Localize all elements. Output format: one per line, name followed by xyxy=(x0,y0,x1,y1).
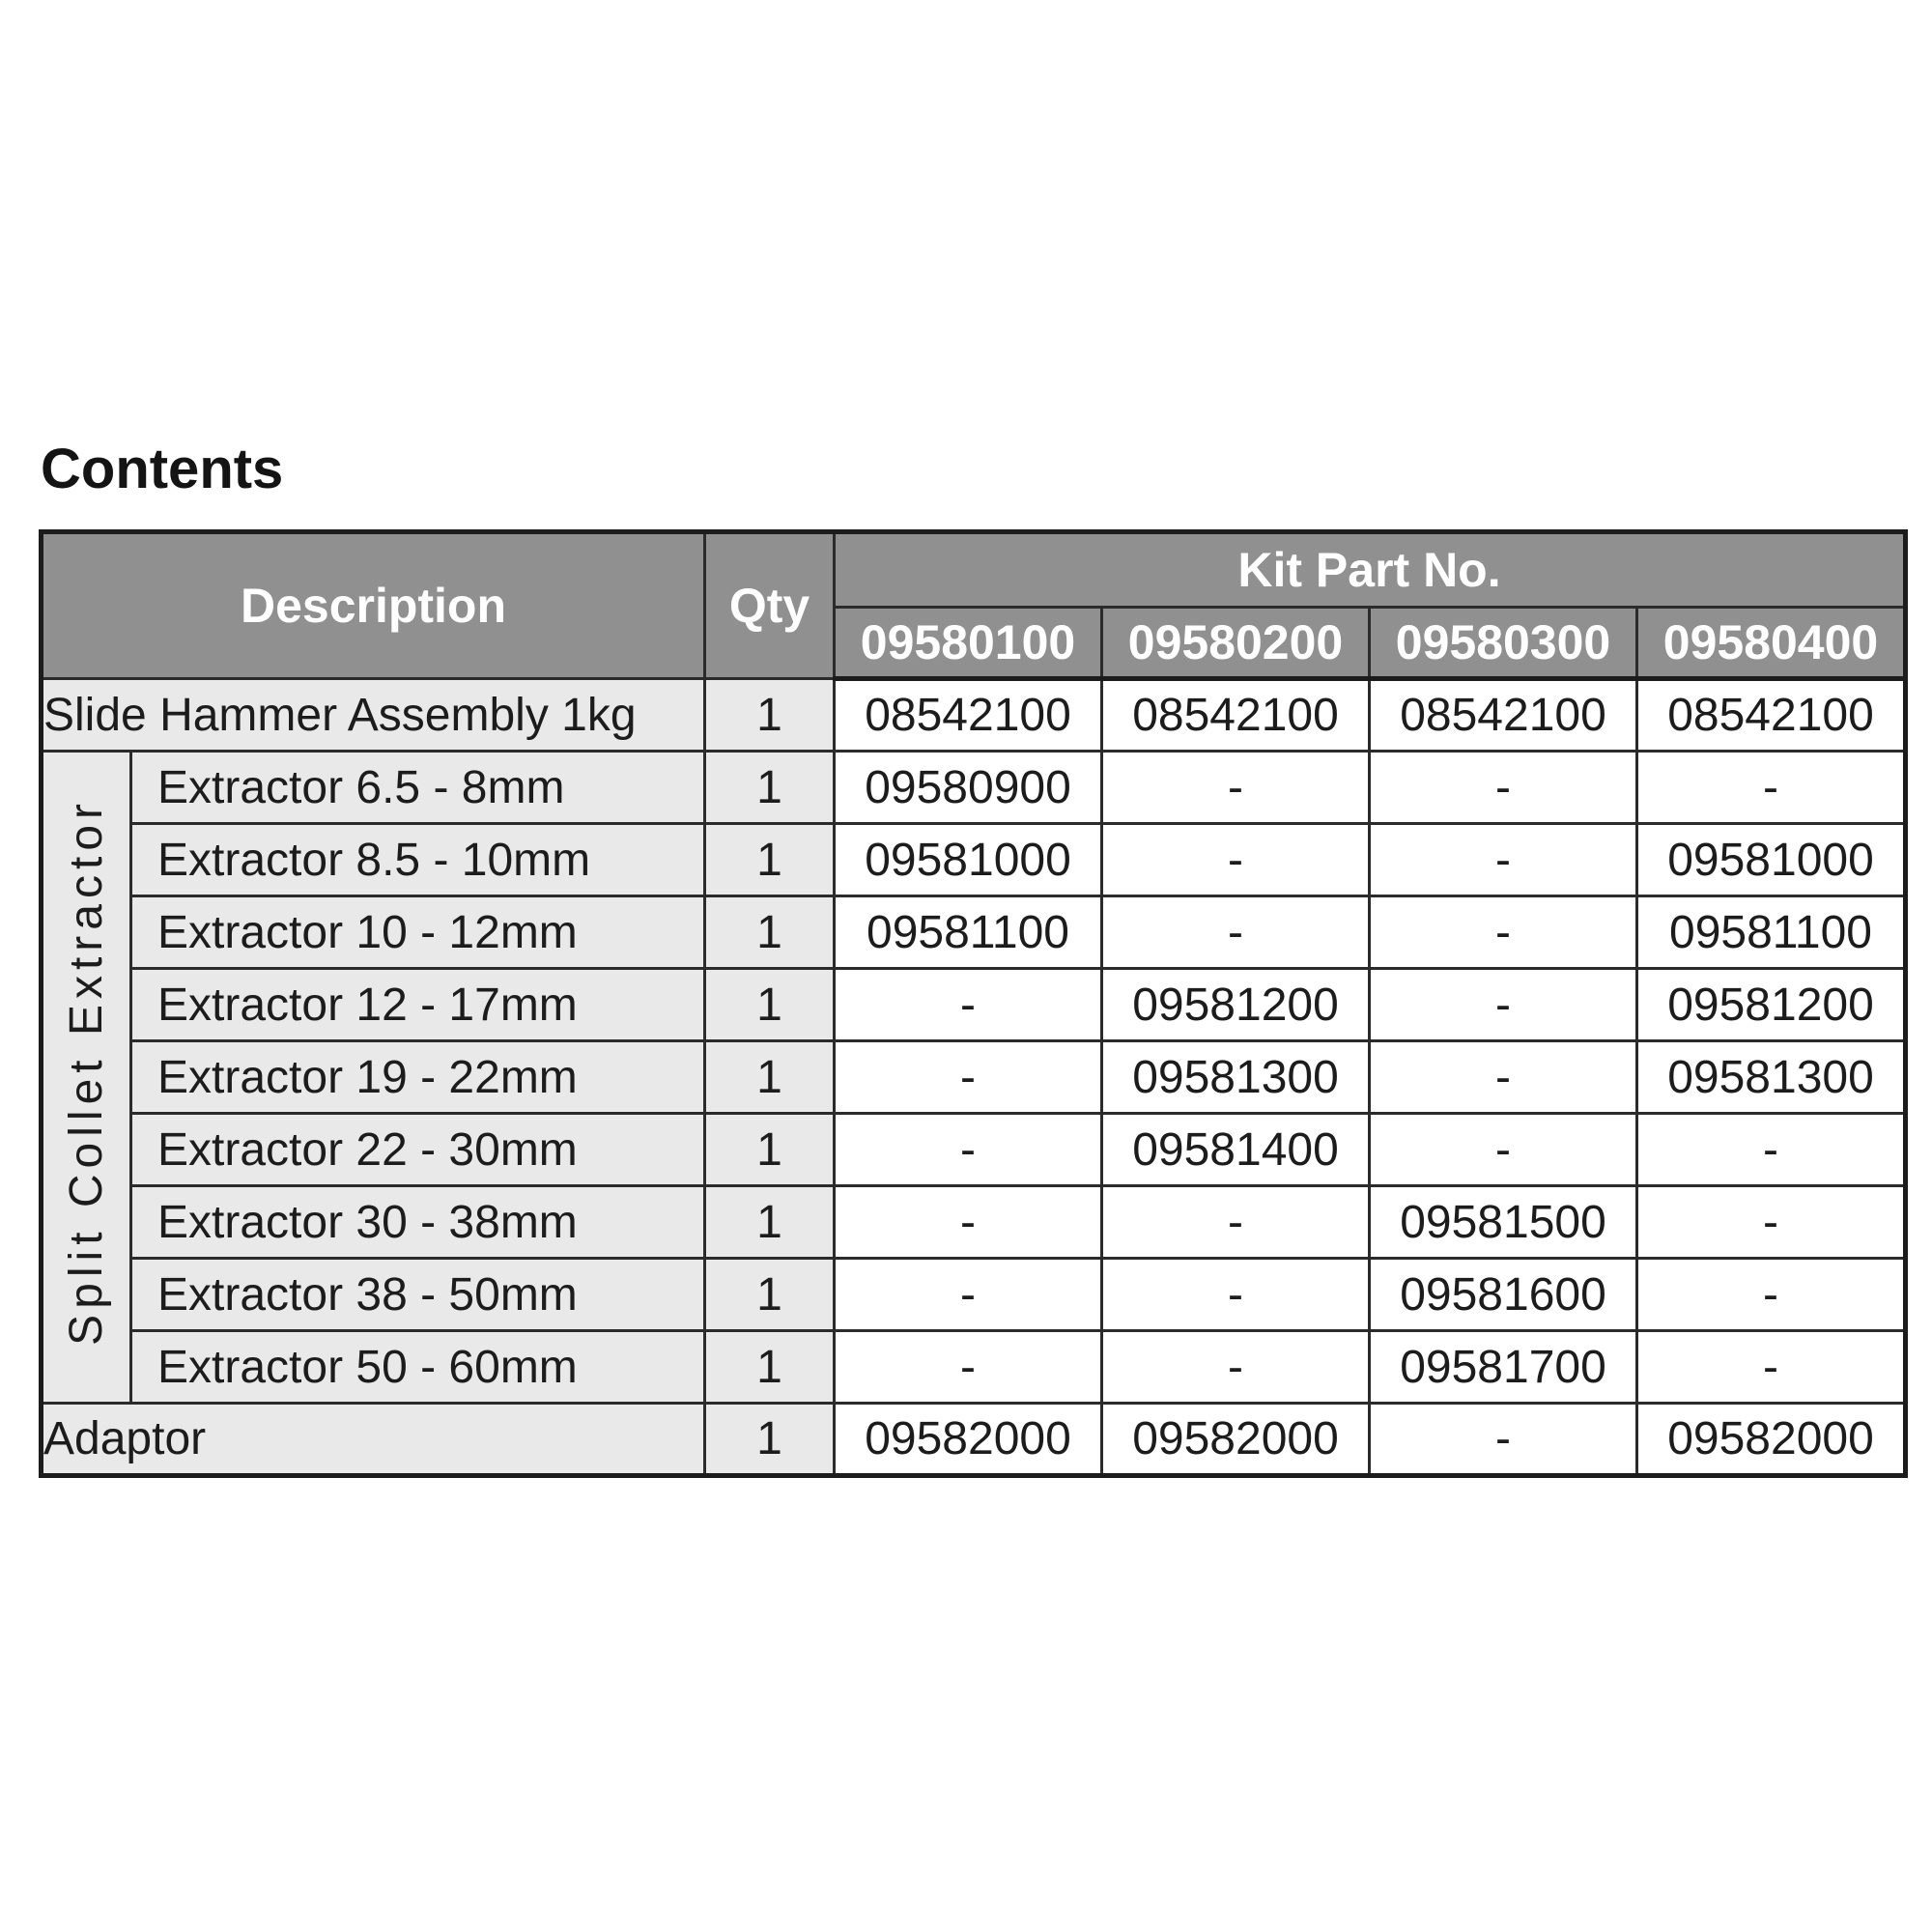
cell-part: - xyxy=(835,969,1102,1041)
table-row xyxy=(42,969,1906,1041)
cell-part: - xyxy=(1370,1041,1637,1114)
cell-qty: 1 xyxy=(705,679,835,752)
cell-qty: 1 xyxy=(705,824,835,896)
group-label-cell xyxy=(42,752,131,1404)
cell-qty: 1 xyxy=(705,1114,835,1186)
cell-part: - xyxy=(1637,1114,1906,1186)
cell-part: 09581100 xyxy=(1637,896,1906,969)
col-header-kit-4: 09580400 xyxy=(1637,608,1906,679)
table-row xyxy=(42,896,1906,969)
table-row xyxy=(42,1041,1906,1114)
cell-part: - xyxy=(1370,752,1637,824)
table-row xyxy=(42,1114,1906,1186)
cell-description: Slide Hammer Assembly 1kg xyxy=(42,679,705,752)
col-header-kit-1: 09580100 xyxy=(835,608,1102,679)
cell-description: Extractor 22 - 30mm xyxy=(131,1114,705,1186)
cell-part: - xyxy=(1102,752,1370,824)
cell-part: 09581500 xyxy=(1370,1186,1637,1259)
cell-part: 08542100 xyxy=(1637,679,1906,752)
cell-part: 09581400 xyxy=(1102,1114,1370,1186)
cell-part: 09581000 xyxy=(835,824,1102,896)
col-header-kit-3: 09580300 xyxy=(1370,608,1637,679)
cell-description: Extractor 10 - 12mm xyxy=(131,896,705,969)
cell-description: Adaptor xyxy=(42,1404,705,1476)
cell-part: - xyxy=(1637,752,1906,824)
page-title: Contents xyxy=(41,438,284,500)
col-header-kit-2: 09580200 xyxy=(1102,608,1370,679)
cell-qty: 1 xyxy=(705,896,835,969)
cell-part: 09581200 xyxy=(1637,969,1906,1041)
cell-part: - xyxy=(835,1041,1102,1114)
cell-qty: 1 xyxy=(705,1041,835,1114)
cell-part: - xyxy=(1637,1186,1906,1259)
table-row xyxy=(42,1404,1906,1476)
cell-part: 09582000 xyxy=(1102,1404,1370,1476)
cell-part: 08542100 xyxy=(1102,679,1370,752)
table-row xyxy=(42,679,1906,752)
cell-part: 08542100 xyxy=(1370,679,1637,752)
cell-part: - xyxy=(1102,824,1370,896)
cell-part: - xyxy=(1370,1404,1637,1476)
cell-qty: 1 xyxy=(705,1331,835,1404)
group-label: Split Collet Extractor xyxy=(60,797,112,1346)
table-row xyxy=(42,1259,1906,1331)
col-header-description: Description xyxy=(42,532,705,679)
header-row-top xyxy=(42,532,1906,608)
cell-description: Extractor 38 - 50mm xyxy=(131,1259,705,1331)
cell-qty: 1 xyxy=(705,1404,835,1476)
cell-part: 09581600 xyxy=(1370,1259,1637,1331)
cell-description: Extractor 30 - 38mm xyxy=(131,1186,705,1259)
cell-part: 09581000 xyxy=(1637,824,1906,896)
cell-part: 09580900 xyxy=(835,752,1102,824)
cell-qty: 1 xyxy=(705,1259,835,1331)
cell-part: 09581100 xyxy=(835,896,1102,969)
cell-part: - xyxy=(835,1259,1102,1331)
cell-part: - xyxy=(1370,896,1637,969)
cell-qty: 1 xyxy=(705,969,835,1041)
cell-part: - xyxy=(1102,896,1370,969)
cell-part: 09581300 xyxy=(1102,1041,1370,1114)
cell-description: Extractor 50 - 60mm xyxy=(131,1331,705,1404)
cell-part: 09582000 xyxy=(1637,1404,1906,1476)
cell-description: Extractor 8.5 - 10mm xyxy=(131,824,705,896)
cell-qty: 1 xyxy=(705,1186,835,1259)
cell-description: Extractor 12 - 17mm xyxy=(131,969,705,1041)
cell-part: 09581200 xyxy=(1102,969,1370,1041)
contents-table xyxy=(39,529,1908,1478)
cell-part: - xyxy=(1102,1331,1370,1404)
cell-part: 09582000 xyxy=(835,1404,1102,1476)
table-row xyxy=(42,824,1906,896)
cell-qty: 1 xyxy=(705,752,835,824)
cell-description: Extractor 6.5 - 8mm xyxy=(131,752,705,824)
cell-part: - xyxy=(1370,969,1637,1041)
cell-description: Extractor 19 - 22mm xyxy=(131,1041,705,1114)
cell-part: - xyxy=(835,1114,1102,1186)
cell-part: - xyxy=(1370,824,1637,896)
table-row xyxy=(42,1331,1906,1404)
cell-part: 09581300 xyxy=(1637,1041,1906,1114)
cell-part: 09581700 xyxy=(1370,1331,1637,1404)
cell-part: - xyxy=(1102,1186,1370,1259)
cell-part: - xyxy=(835,1331,1102,1404)
table-row xyxy=(42,752,1906,824)
cell-part: - xyxy=(1370,1114,1637,1186)
col-header-kit-part-no: Kit Part No. xyxy=(835,532,1906,608)
cell-part: - xyxy=(1637,1259,1906,1331)
cell-part: - xyxy=(835,1186,1102,1259)
table-row xyxy=(42,1186,1906,1259)
col-header-qty: Qty xyxy=(705,532,835,679)
cell-part: - xyxy=(1102,1259,1370,1331)
cell-part: 08542100 xyxy=(835,679,1102,752)
cell-part: - xyxy=(1637,1331,1906,1404)
